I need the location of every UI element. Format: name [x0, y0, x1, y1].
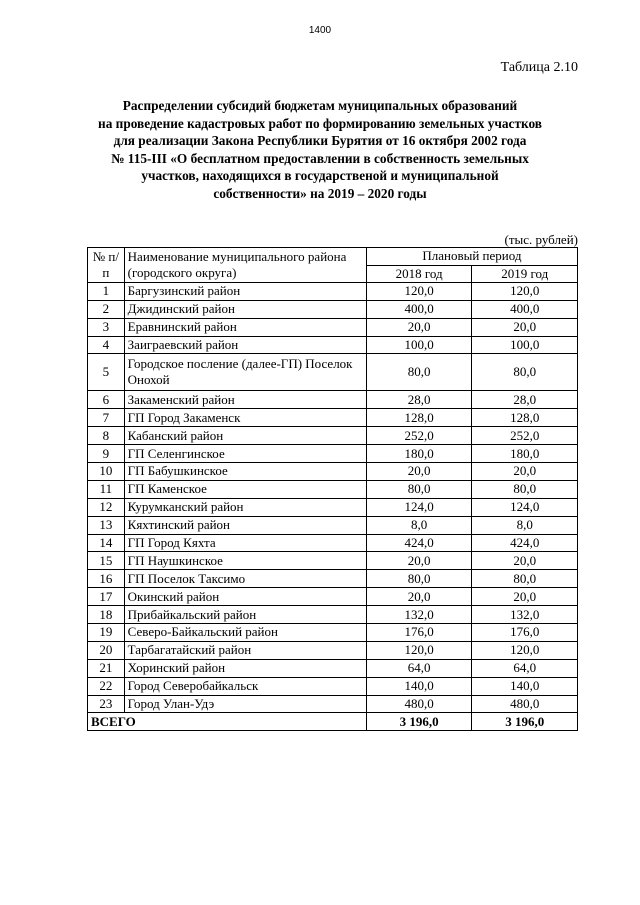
row-name: Окинский район — [124, 588, 366, 606]
total-value-2018: 3 196,0 — [366, 713, 472, 731]
table-row — [88, 445, 578, 463]
row-value-2018: 132,0 — [366, 606, 472, 624]
header-name: Наименование муниципального района (городского округа) — [124, 248, 366, 283]
row-number: 21 — [88, 659, 125, 677]
row-number: 5 — [88, 354, 125, 391]
table-row — [88, 480, 578, 498]
row-value-2019: 132,0 — [472, 606, 578, 624]
row-number: 8 — [88, 427, 125, 445]
row-value-2019: 20,0 — [472, 463, 578, 481]
row-value-2018: 140,0 — [366, 677, 472, 695]
table-row — [88, 463, 578, 481]
row-value-2018: 176,0 — [366, 624, 472, 642]
row-value-2019: 128,0 — [472, 409, 578, 427]
row-name: Тарбагатайский район — [124, 641, 366, 659]
table-row — [88, 391, 578, 409]
row-value-2018: 400,0 — [366, 300, 472, 318]
row-number: 9 — [88, 445, 125, 463]
table-row — [88, 318, 578, 336]
row-number: 23 — [88, 695, 125, 713]
table-header-row — [88, 248, 578, 266]
row-number: 15 — [88, 552, 125, 570]
row-value-2019: 80,0 — [472, 354, 578, 391]
row-name: Город Улан-Удэ — [124, 695, 366, 713]
row-value-2018: 124,0 — [366, 498, 472, 516]
table-row — [88, 516, 578, 534]
row-value-2019: 20,0 — [472, 552, 578, 570]
row-name: Джидинский район — [124, 300, 366, 318]
row-value-2018: 128,0 — [366, 409, 472, 427]
row-value-2019: 100,0 — [472, 336, 578, 354]
row-value-2019: 140,0 — [472, 677, 578, 695]
title-line: для реализации Закона Республики Бурятия от 16 октября 2002 года — [113, 133, 527, 148]
table-row — [88, 641, 578, 659]
row-number: 1 — [88, 282, 125, 300]
row-name: ГП Город Закаменск — [124, 409, 366, 427]
table-row — [88, 659, 578, 677]
row-value-2018: 252,0 — [366, 427, 472, 445]
row-name: Курумканский район — [124, 498, 366, 516]
table-body — [88, 282, 578, 713]
row-number: 20 — [88, 641, 125, 659]
title-line: собственности» на 2019 – 2020 годы — [213, 185, 427, 201]
row-name: ГП Наушкинское — [124, 552, 366, 570]
row-value-2018: 424,0 — [366, 534, 472, 552]
title-line: участков, находящихся в государственой и муниципальной — [141, 168, 499, 183]
row-number: 3 — [88, 318, 125, 336]
table-row — [88, 588, 578, 606]
page-number: 1400 — [308, 25, 332, 36]
row-number: 17 — [88, 588, 125, 606]
row-name: Баргузинский район — [124, 282, 366, 300]
row-value-2019: 120,0 — [472, 282, 578, 300]
row-value-2018: 20,0 — [366, 318, 472, 336]
row-name: ГП Бабушкинское — [124, 463, 366, 481]
row-value-2019: 28,0 — [472, 391, 578, 409]
row-value-2018: 120,0 — [366, 282, 472, 300]
row-name: Прибайкальский район — [124, 606, 366, 624]
row-value-2019: 120,0 — [472, 641, 578, 659]
row-number: 16 — [88, 570, 125, 588]
row-name: ГП Поселок Таксимо — [124, 570, 366, 588]
table-row — [88, 534, 578, 552]
title-line: № 115-III «О бесплатном предоставлении в собственность земельных — [111, 150, 529, 166]
table-row — [88, 427, 578, 445]
row-name: Кяхтинский район — [124, 516, 366, 534]
row-value-2019: 124,0 — [472, 498, 578, 516]
row-name: Хоринский район — [124, 659, 366, 677]
row-value-2018: 120,0 — [366, 641, 472, 659]
row-name: ГП Каменское — [124, 480, 366, 498]
row-name: Кабанский район — [124, 427, 366, 445]
table-row — [88, 624, 578, 642]
row-number: 7 — [88, 409, 125, 427]
row-value-2018: 20,0 — [366, 588, 472, 606]
header-year-2019: 2019 год — [472, 265, 578, 282]
row-number: 2 — [88, 300, 125, 318]
table-row — [88, 300, 578, 318]
row-value-2019: 180,0 — [472, 445, 578, 463]
row-number: 11 — [88, 480, 125, 498]
row-number: 22 — [88, 677, 125, 695]
row-name: Заиграевский район — [124, 336, 366, 354]
row-value-2019: 20,0 — [472, 318, 578, 336]
row-value-2019: 8,0 — [472, 516, 578, 534]
row-number: 19 — [88, 624, 125, 642]
row-value-2018: 80,0 — [366, 570, 472, 588]
table-row — [88, 409, 578, 427]
row-value-2018: 100,0 — [366, 336, 472, 354]
row-value-2018: 8,0 — [366, 516, 472, 534]
row-value-2018: 20,0 — [366, 463, 472, 481]
units-label: (тыс. рублей) — [504, 232, 578, 247]
title-line: Распределении субсидий бюджетам муниципальных образований — [122, 98, 518, 113]
header-year-2018: 2018 год — [366, 265, 472, 282]
row-value-2019: 480,0 — [472, 695, 578, 713]
row-value-2019: 400,0 — [472, 300, 578, 318]
row-value-2019: 64,0 — [472, 659, 578, 677]
row-value-2018: 64,0 — [366, 659, 472, 677]
table-row — [88, 336, 578, 354]
row-value-2019: 424,0 — [472, 534, 578, 552]
row-name: ГП Селенгинское — [124, 445, 366, 463]
total-label: ВСЕГО — [88, 713, 367, 731]
row-name: Закаменский район — [124, 391, 366, 409]
row-value-2019: 176,0 — [472, 624, 578, 642]
row-value-2018: 80,0 — [366, 480, 472, 498]
row-name: Городское посление (далее-ГП) Поселок Онохой — [124, 354, 366, 391]
row-value-2018: 28,0 — [366, 391, 472, 409]
table-row — [88, 570, 578, 588]
row-value-2018: 480,0 — [366, 695, 472, 713]
subsidy-table — [87, 247, 578, 731]
row-name: Город Северобайкальск — [124, 677, 366, 695]
row-number: 6 — [88, 391, 125, 409]
table-row — [88, 282, 578, 300]
row-value-2018: 80,0 — [366, 354, 472, 391]
row-value-2019: 80,0 — [472, 570, 578, 588]
row-value-2018: 20,0 — [366, 552, 472, 570]
total-row — [88, 713, 578, 731]
row-number: 13 — [88, 516, 125, 534]
table-row — [88, 552, 578, 570]
row-value-2019: 252,0 — [472, 427, 578, 445]
document-title — [80, 97, 560, 202]
row-name: Еравнинский район — [124, 318, 366, 336]
row-number: 10 — [88, 463, 125, 481]
header-period: Плановый период — [366, 248, 577, 266]
row-number: 18 — [88, 606, 125, 624]
header-number: № п/п — [88, 248, 125, 283]
row-number: 12 — [88, 498, 125, 516]
row-name: ГП Город Кяхта — [124, 534, 366, 552]
title-line: на проведение кадастровых работ по формированию земельных участков — [98, 115, 542, 131]
row-value-2018: 180,0 — [366, 445, 472, 463]
row-value-2019: 20,0 — [472, 588, 578, 606]
total-value-2019: 3 196,0 — [472, 713, 578, 731]
table-label: Таблица 2.10 — [500, 60, 578, 75]
row-number: 14 — [88, 534, 125, 552]
table-row — [88, 606, 578, 624]
table-row — [88, 498, 578, 516]
table-row — [88, 677, 578, 695]
table-row — [88, 354, 578, 391]
row-name: Северо-Байкальский район — [124, 624, 366, 642]
row-number: 4 — [88, 336, 125, 354]
table-row — [88, 695, 578, 713]
row-value-2019: 80,0 — [472, 480, 578, 498]
